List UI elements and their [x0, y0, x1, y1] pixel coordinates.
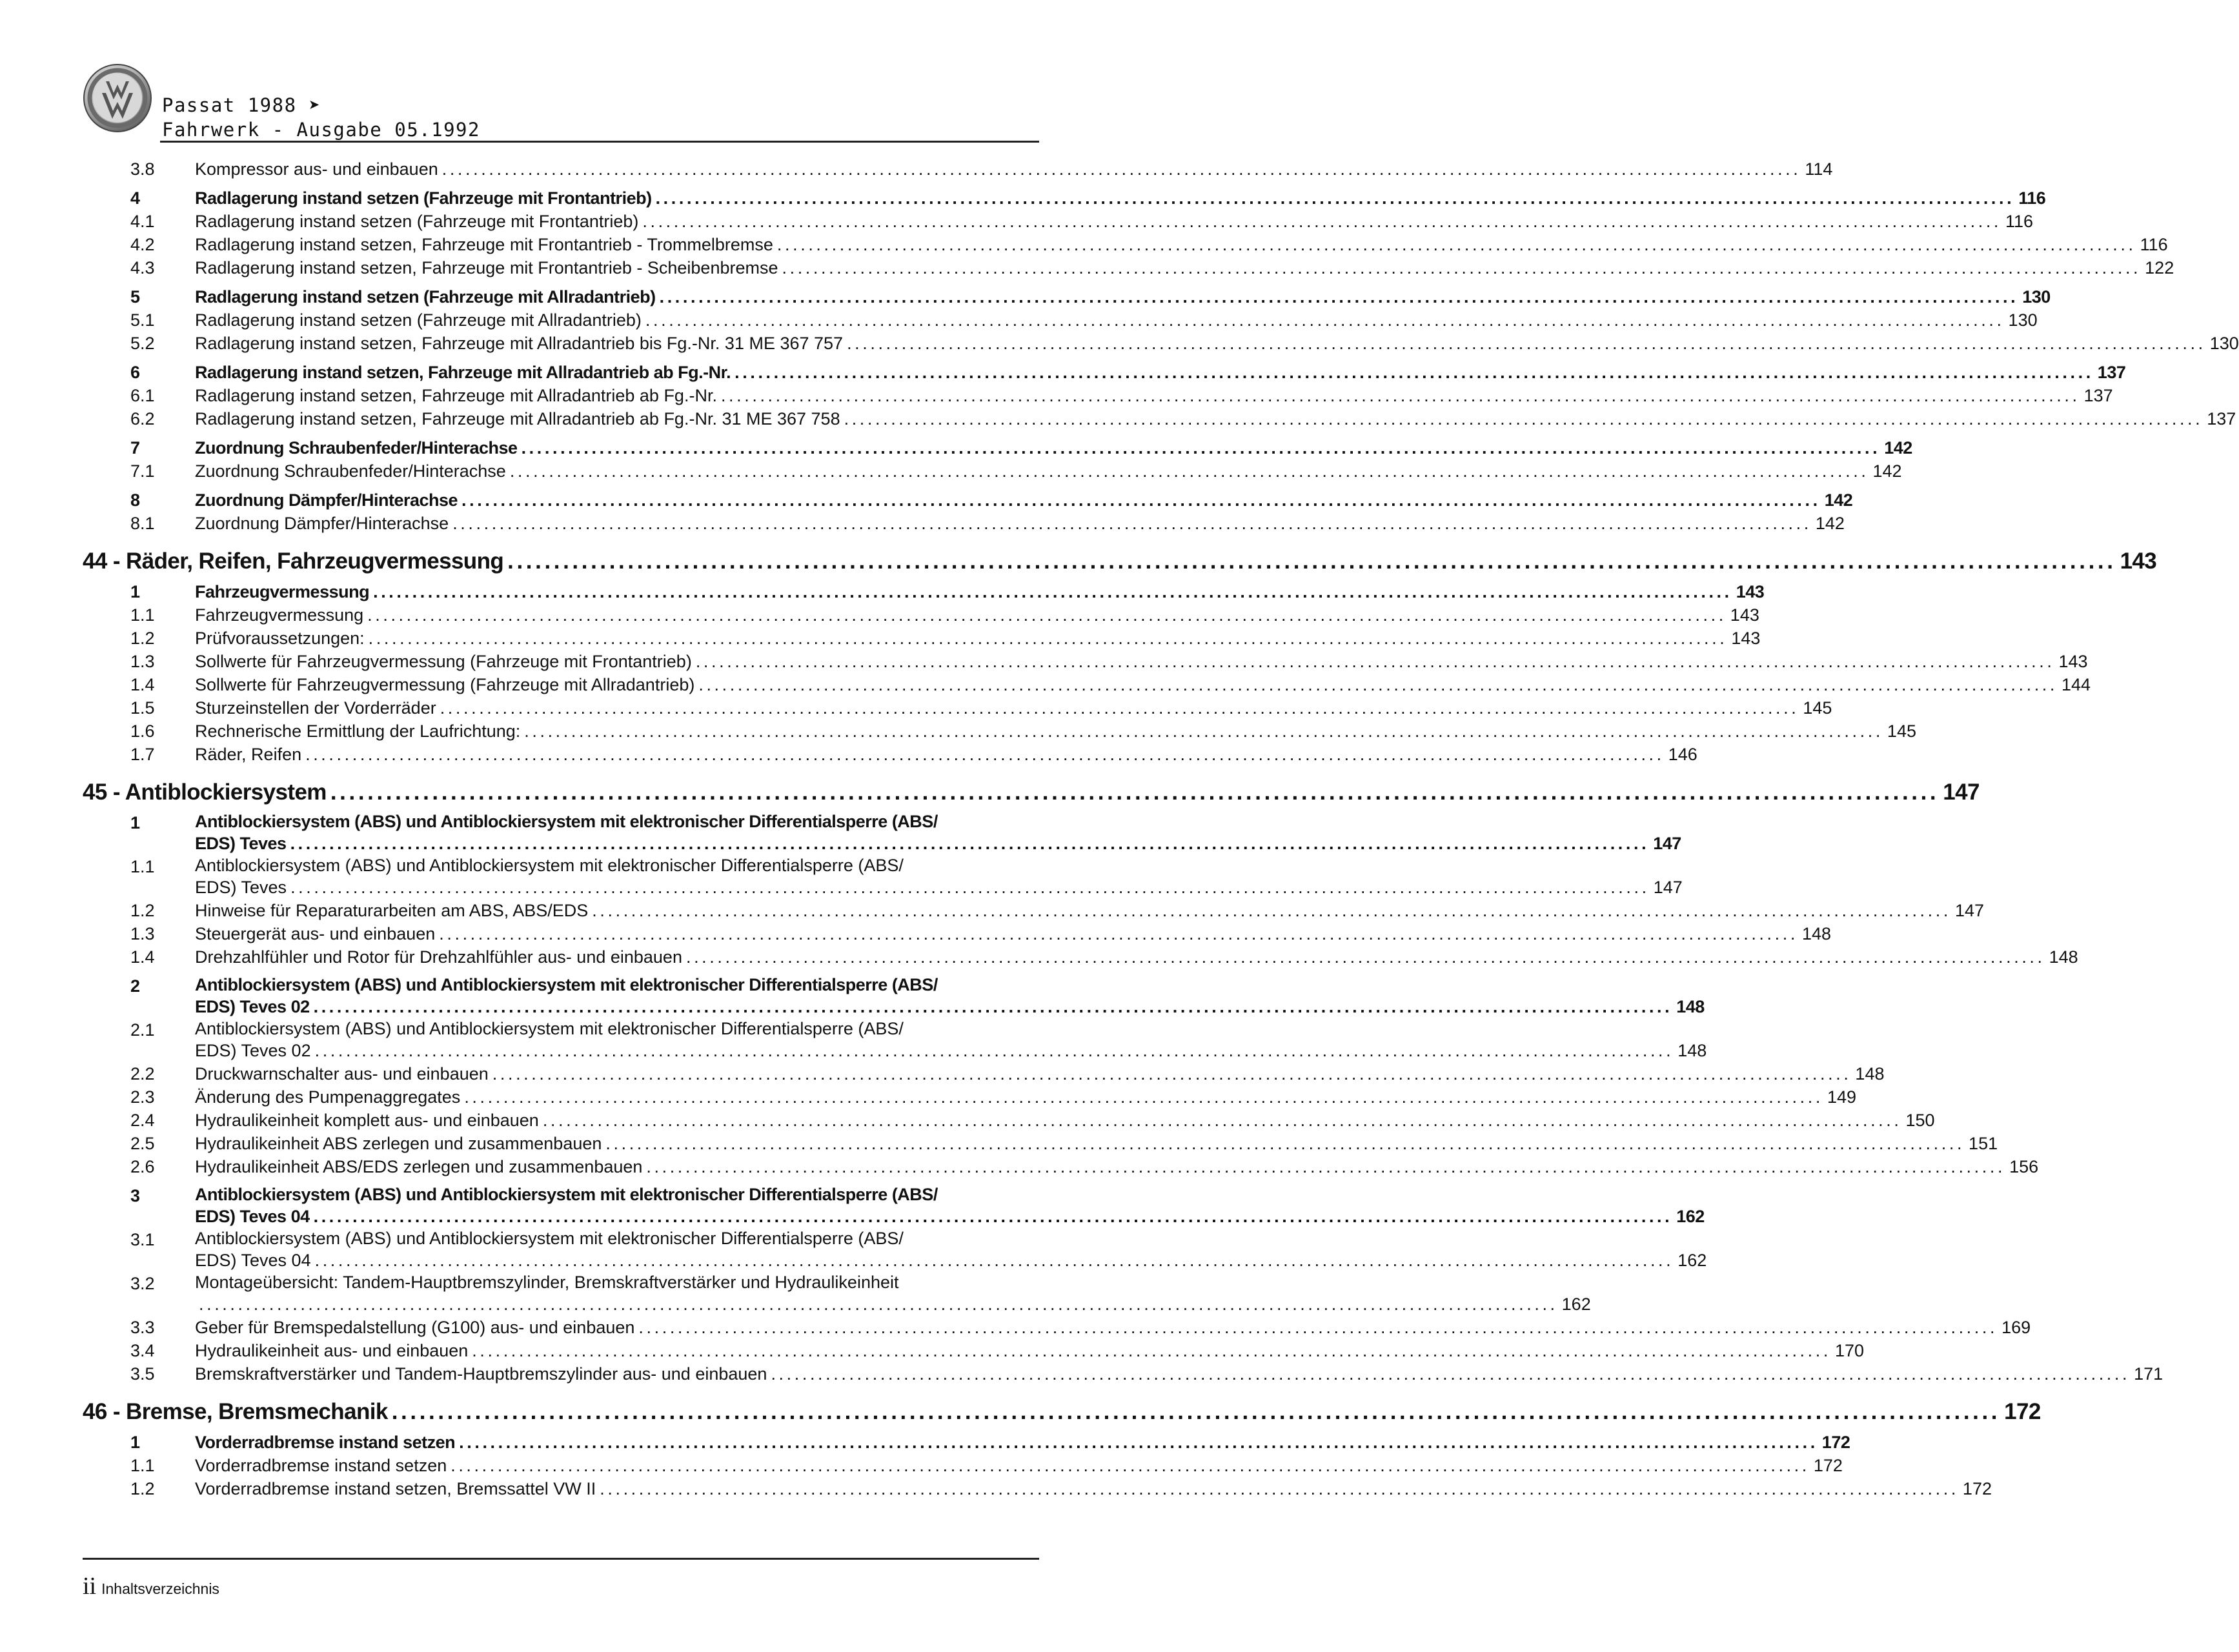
toc-sub-entry[interactable]	[83, 696, 1832, 720]
toc-number: 1.3	[130, 652, 155, 671]
toc-title: Hydraulikeinheit ABS/EDS zerlegen und zusammenbauen	[195, 1157, 643, 1176]
toc-title: Antiblockiersystem (ABS) und Antiblockiersystem mit elektronischer Differentialsperre (ABS/	[195, 1019, 904, 1038]
toc-title: Radlagerung instand setzen, Fahrzeuge mit Allradantrieb bis Fg.-Nr. 31 ME 367 757	[195, 334, 844, 353]
toc-leader-dots: ..............................................................................................................................................................................	[373, 582, 1732, 601]
toc-leader-dots: ..............................................................................................................................................................................	[199, 1294, 1558, 1314]
toc-sub-entry[interactable]	[83, 1339, 1865, 1362]
toc-page-number: 172	[1813, 1456, 1843, 1475]
toc-page-number: 172	[1962, 1479, 1992, 1498]
toc-title: Vorderradbremse instand setzen	[195, 1433, 456, 1452]
toc-number: 7	[130, 438, 140, 458]
toc-main-entry[interactable]	[83, 489, 1853, 512]
toc-leader-dots: ..............................................................................................................................................................................	[605, 1134, 1965, 1153]
toc-sub-entry[interactable]	[83, 512, 1845, 535]
toc-leader-dots: ..............................................................................................................................................................................	[290, 834, 1650, 853]
toc-title: Antiblockiersystem (ABS) und Antiblockiersystem mit elektronischer Differentialsperre (ABS/	[195, 975, 938, 994]
toc-leader-dots: ..............................................................................................................................................................................	[524, 721, 1883, 741]
toc-title: 44 - Räder, Reifen, Fahrzeugvermessung	[83, 549, 504, 574]
toc-number: 3.3	[130, 1318, 155, 1337]
toc-title: Radlagerung instand setzen, Fahrzeuge mit Frontantrieb - Scheibenbremse	[195, 258, 778, 277]
footer-page-number: ii	[83, 1573, 97, 1600]
toc-title: Radlagerung instand setzen, Fahrzeuge mit Frontantrieb - Trommelbremse	[195, 235, 773, 254]
toc-number: 1.1	[130, 605, 155, 625]
toc-sub-entry[interactable]	[83, 233, 2168, 256]
toc-number: 2.5	[130, 1134, 155, 1153]
toc-leader-dots: ..............................................................................................................................................................................	[459, 1433, 1818, 1452]
toc-leader-dots: ..............................................................................................................................................................................	[638, 1318, 1998, 1337]
toc-page-number: 162	[1561, 1294, 1591, 1314]
toc-page-number: 143	[1731, 629, 1761, 648]
toc-title: Hydraulikeinheit komplett aus- und einbauen	[195, 1111, 539, 1130]
toc-page-number: 147	[1943, 780, 1980, 805]
toc-leader-dots: ..............................................................................................................................................................................	[507, 549, 2116, 574]
toc-title: Vorderradbremse instand setzen, Bremssattel VW II	[195, 1479, 596, 1498]
toc-page-number: 143	[1736, 582, 1765, 601]
toc-title: Antiblockiersystem (ABS) und Antiblockiersystem mit elektronischer Differentialsperre (ABS/	[195, 856, 904, 875]
toc-page-number: 147	[1954, 901, 1985, 920]
toc-page-number: 148	[1677, 1041, 1707, 1060]
toc-page-number: 130	[2022, 287, 2051, 307]
toc-number: 6.2	[130, 409, 155, 428]
toc-leader-dots: ..............................................................................................................................................................................	[391, 1399, 2001, 1424]
toc-leader-dots: ..............................................................................................................................................................................	[542, 1111, 1902, 1130]
toc-main-entry[interactable]	[83, 580, 1765, 603]
toc-leader-dots: ..............................................................................................................................................................................	[451, 1456, 1810, 1475]
toc-leader-dots: ..............................................................................................................................................................................	[645, 310, 2005, 330]
toc-sub-entry[interactable]	[83, 720, 1916, 743]
toc-sub-entry[interactable]	[83, 945, 2078, 969]
toc-sub-entry[interactable]	[83, 308, 2038, 332]
toc-number: 2.6	[130, 1157, 155, 1176]
toc-sub-entry[interactable]	[83, 1109, 1935, 1132]
toc-title: Hydraulikeinheit ABS zerlegen und zusammenbauen	[195, 1134, 602, 1153]
toc-number: 1.3	[130, 924, 155, 943]
toc-leader-dots: ..............................................................................................................................................................................	[368, 629, 1728, 648]
toc-number: 1.2	[130, 629, 155, 648]
toc-title: Fahrzeugvermessung	[195, 605, 364, 625]
toc-title: Radlagerung instand setzen, Fahrzeuge mit Allradantrieb ab Fg.-Nr. 31 ME 367 758	[195, 409, 840, 428]
toc-leader-dots: ..............................................................................................................................................................................	[844, 409, 2204, 428]
toc-page-number: 116	[2018, 188, 2046, 208]
toc-sub-entry[interactable]	[83, 407, 2236, 430]
toc-title: EDS) Teves 02	[195, 997, 310, 1016]
toc-title: EDS) Teves	[195, 834, 287, 853]
toc-title: Druckwarnschalter aus- und einbauen	[195, 1064, 489, 1083]
toc-title: Antiblockiersystem (ABS) und Antiblockiersystem mit elektronischer Differentialsperre (ABS/	[195, 1185, 938, 1204]
toc-sub-entry[interactable]	[83, 743, 1697, 766]
header-rule	[160, 141, 1039, 143]
toc-leader-dots: ..............................................................................................................................................................................	[330, 780, 1940, 805]
toc-title: Prüfvoraussetzungen:	[195, 629, 365, 648]
toc-number: 5	[130, 287, 140, 307]
toc-page-number: 147	[1653, 834, 1681, 853]
toc-number: 1.2	[130, 1479, 155, 1498]
toc-page-number: 144	[2062, 675, 2091, 694]
toc-sub-entry[interactable]	[83, 650, 2088, 673]
toc-page-number: 142	[1815, 514, 1845, 533]
toc-page-number: 137	[2083, 386, 2113, 405]
header-title: Passat 1988 ➤	[162, 94, 321, 116]
toc-leader-dots: ..............................................................................................................................................................................	[720, 386, 2080, 405]
toc-title: Antiblockiersystem (ABS) und Antiblockiersystem mit elektronischer Differentialsperre (ABS/	[195, 812, 938, 831]
toc-page-number: 130	[2008, 310, 2038, 330]
toc-leader-dots: ..............................................................................................................................................................................	[290, 878, 1650, 897]
toc-page-number: 171	[2134, 1364, 2163, 1384]
toc-title: EDS) Teves 02	[195, 1041, 311, 1060]
toc-sub-entry[interactable]	[83, 1155, 2039, 1178]
toc-title: Zuordnung Dämpfer/Hinterachse	[195, 514, 449, 533]
toc-number: 1.2	[130, 901, 155, 920]
toc-page-number: 145	[1887, 721, 1916, 741]
toc-number: 1	[130, 582, 140, 601]
toc-page-number: 172	[2004, 1399, 2041, 1424]
toc-sub-entry[interactable]	[83, 1272, 1591, 1316]
toc-sub-entry[interactable]	[83, 1454, 1843, 1477]
vw-logo-icon	[83, 63, 152, 133]
toc-leader-dots: ..............................................................................................................................................................................	[314, 1041, 1674, 1060]
toc-sub-entry[interactable]	[83, 1062, 1885, 1085]
toc-number: 1.4	[130, 947, 155, 967]
toc-page-number: 172	[1821, 1433, 1850, 1452]
toc-page-number: 148	[1855, 1064, 1885, 1083]
toc-page-number: 142	[1824, 490, 1853, 510]
toc-title: Antiblockiersystem (ABS) und Antiblockiersystem mit elektronischer Differentialsperre (ABS/	[195, 1229, 904, 1248]
toc-leader-dots: ..............................................................................................................................................................................	[472, 1341, 1831, 1360]
toc-title: Sturzeinstellen der Vorderräder	[195, 698, 436, 718]
toc-number: 1.7	[130, 745, 155, 764]
toc-number: 5.1	[130, 310, 155, 330]
toc-page-number: 162	[1677, 1251, 1707, 1270]
toc-number: 3.5	[130, 1364, 155, 1384]
toc-number: 6	[130, 363, 140, 382]
toc-title: Bremskraftverstärker und Tandem-Hauptbremszylinder aus- und einbauen	[195, 1364, 767, 1384]
toc-sub-entry[interactable]	[83, 603, 1759, 627]
toc-sub-entry[interactable]	[83, 384, 2113, 407]
toc-number: 3.4	[130, 1341, 155, 1360]
toc-number: 4.2	[130, 235, 155, 254]
toc-sub-entry[interactable]	[83, 210, 2034, 233]
toc-leader-dots: ..............................................................................................................................................................................	[461, 490, 1821, 510]
toc-leader-dots: ..............................................................................................................................................................................	[440, 698, 1799, 718]
toc-number: 4	[130, 188, 140, 208]
toc-sub-entry[interactable]	[83, 1018, 1707, 1062]
toc-leader-dots: ..............................................................................................................................................................................	[521, 438, 1881, 458]
toc-number: 3.8	[130, 159, 155, 179]
toc-title: Drehzahlfühler und Rotor für Drehzahlfühler aus- und einbauen	[195, 947, 682, 967]
toc-title: Rechnerische Ermittlung der Laufrichtung:	[195, 721, 521, 741]
toc-leader-dots: ..............................................................................................................................................................................	[305, 745, 1665, 764]
toc-number: 2.3	[130, 1087, 155, 1107]
footer-section-title: Inhaltsverzeichnis	[101, 1580, 219, 1597]
toc-title: Radlagerung instand setzen (Fahrzeuge mit Frontantrieb)	[195, 188, 652, 208]
toc-title: Montageübersicht: Tandem-Hauptbremszylinder, Bremskraftverstärker und Hydraulikeinheit	[195, 1273, 899, 1292]
toc-chapter[interactable]	[83, 547, 2157, 576]
toc-number: 1.1	[130, 857, 155, 876]
toc-number: 5.2	[130, 334, 155, 353]
toc-page-number: 170	[1834, 1341, 1865, 1360]
toc-page-number: 156	[2009, 1157, 2039, 1176]
toc-title: Radlagerung instand setzen (Fahrzeuge mit Allradantrieb)	[195, 287, 656, 307]
toc-sub-entry[interactable]	[83, 1132, 1998, 1155]
toc-title: EDS) Teves 04	[195, 1207, 310, 1226]
toc-chapter[interactable]	[83, 1397, 2041, 1427]
toc-page-number: 148	[2049, 947, 2078, 967]
toc-leader-dots: ..............................................................................................................................................................................	[439, 924, 1798, 943]
toc-sub-entry[interactable]	[83, 256, 2174, 279]
toc-leader-dots: ..............................................................................................................................................................................	[642, 212, 2002, 231]
toc-title: Radlagerung instand setzen, Fahrzeuge mit Allradantrieb ab Fg.-Nr.	[195, 386, 717, 405]
toc-title: Zuordnung Schraubenfeder/Hinterachse	[195, 461, 506, 481]
toc-title: 46 - Bremse, Bremsmechanik	[83, 1399, 388, 1424]
toc-title: Hydraulikeinheit aus- und einbauen	[195, 1341, 469, 1360]
toc-sub-entry[interactable]	[83, 627, 1761, 650]
toc-leader-dots: ..............................................................................................................................................................................	[452, 514, 1812, 533]
toc-title: EDS) Teves	[195, 878, 287, 897]
toc-sub-entry[interactable]	[83, 1477, 1992, 1500]
toc-title: Hinweise für Reparaturarbeiten am ABS, ABS/EDS	[195, 901, 589, 920]
toc-page-number: 122	[2145, 258, 2174, 277]
toc-title: Sollwerte für Fahrzeugvermessung (Fahrzeuge mit Frontantrieb)	[195, 652, 692, 671]
toc-main-entry[interactable]	[83, 1431, 1850, 1454]
toc-page-number: 143	[2058, 652, 2088, 671]
toc-leader-dots: ..............................................................................................................................................................................	[695, 652, 2055, 671]
toc-leader-dots: ..............................................................................................................................................................................	[441, 159, 1801, 179]
toc-title: Vorderradbremse instand setzen	[195, 1456, 447, 1475]
toc-leader-dots: ..............................................................................................................................................................................	[735, 363, 2094, 382]
toc-number: 1	[130, 1433, 140, 1452]
toc-title: Steuergerät aus- und einbauen	[195, 924, 436, 943]
toc-chapter[interactable]	[83, 778, 1980, 807]
toc-sub-entry[interactable]	[83, 332, 2239, 355]
toc-title: Zuordnung Dämpfer/Hinterachse	[195, 490, 458, 510]
toc-leader-dots: ..............................................................................................................................................................................	[600, 1479, 1959, 1498]
toc-number: 2.4	[130, 1111, 155, 1130]
page-header	[83, 63, 1039, 143]
toc-number: 3.1	[130, 1230, 155, 1249]
toc-number: 8	[130, 490, 140, 510]
toc-main-entry[interactable]	[83, 811, 1681, 855]
toc-title: Sollwerte für Fahrzeugvermessung (Fahrzeuge mit Allradantrieb)	[195, 675, 695, 694]
toc-sub-entry[interactable]	[83, 1362, 2163, 1385]
toc-number: 1.1	[130, 1456, 155, 1475]
toc-page-number: 142	[1884, 438, 1912, 458]
toc-title: Radlagerung instand setzen, Fahrzeuge mit Allradantrieb ab Fg.-Nr.	[195, 363, 731, 382]
toc-page-number: 116	[2005, 212, 2034, 231]
toc-number: 2.1	[130, 1020, 155, 1040]
toc-leader-dots: ..............................................................................................................................................................................	[314, 1251, 1674, 1270]
toc-title: EDS) Teves 04	[195, 1251, 311, 1270]
toc-leader-dots: ..............................................................................................................................................................................	[685, 947, 2045, 967]
toc-main-entry[interactable]	[83, 436, 1912, 459]
toc-title: Fahrzeugvermessung	[195, 582, 370, 601]
toc-number: 7.1	[130, 461, 155, 481]
toc-main-entry[interactable]	[83, 285, 2051, 308]
toc-page-number: 137	[2097, 363, 2126, 382]
toc-page-number: 143	[1730, 605, 1759, 625]
toc-page-number: 162	[1676, 1207, 1705, 1226]
toc-leader-dots: ..............................................................................................................................................................................	[771, 1364, 2131, 1384]
toc-page-number: 169	[2001, 1318, 2031, 1337]
toc-title: Zuordnung Schraubenfeder/Hinterachse	[195, 438, 518, 458]
toc-sub-entry[interactable]	[83, 1316, 2031, 1339]
toc-page-number: 116	[2140, 235, 2168, 254]
toc-sub-entry[interactable]	[83, 1228, 1707, 1272]
toc-leader-dots: ..............................................................................................................................................................................	[313, 997, 1673, 1016]
toc-page-number: 142	[1872, 461, 1902, 481]
toc-sub-entry[interactable]	[83, 899, 1985, 922]
toc-title: Radlagerung instand setzen (Fahrzeuge mit Allradantrieb)	[195, 310, 642, 330]
toc-title: 45 - Antiblockiersystem	[83, 780, 327, 805]
footer-rule	[83, 1558, 1039, 1560]
toc-number: 3	[130, 1186, 140, 1205]
toc-page-number: 114	[1805, 159, 1833, 179]
toc-page-number: 149	[1827, 1087, 1857, 1107]
toc-number: 1.6	[130, 721, 155, 741]
toc-page-number: 145	[1803, 698, 1832, 718]
toc-page-number: 150	[1905, 1111, 1935, 1130]
toc-main-entry[interactable]	[83, 186, 2046, 210]
toc-leader-dots: ..............................................................................................................................................................................	[782, 258, 2142, 277]
toc-page-number: 147	[1653, 878, 1683, 897]
toc-number: 1.4	[130, 675, 155, 694]
toc-leader-dots: ..............................................................................................................................................................................	[776, 235, 2136, 254]
toc-number: 1	[130, 813, 140, 832]
toc-main-entry[interactable]	[83, 974, 1705, 1018]
toc-number: 2	[130, 976, 140, 996]
toc-title: Radlagerung instand setzen (Fahrzeuge mit Frontantrieb)	[195, 212, 639, 231]
toc-sub-entry[interactable]	[83, 459, 1902, 483]
toc-number: 8.1	[130, 514, 155, 533]
toc-title: Räder, Reifen	[195, 745, 302, 764]
toc-page-number: 137	[2207, 409, 2236, 428]
toc-leader-dots: ..............................................................................................................................................................................	[655, 188, 2015, 208]
toc-leader-dots: ..............................................................................................................................................................................	[492, 1064, 1852, 1083]
toc-page-number: 130	[2209, 334, 2239, 353]
toc-page-number: 151	[1969, 1134, 1998, 1153]
toc-sub-entry[interactable]	[83, 1085, 1857, 1109]
toc-leader-dots: ..............................................................................................................................................................................	[698, 675, 2058, 694]
toc-number: 2.2	[130, 1064, 155, 1083]
toc-main-entry[interactable]	[83, 361, 2126, 384]
toc-number: 4.1	[130, 212, 155, 231]
toc-leader-dots: ..............................................................................................................................................................................	[509, 461, 1869, 481]
toc-number: 3.2	[130, 1274, 155, 1293]
toc-title: Geber für Bremspedalstellung (G100) aus- und einbauen	[195, 1318, 635, 1337]
page-footer	[83, 1572, 219, 1600]
toc-leader-dots: ..............................................................................................................................................................................	[847, 334, 2206, 353]
toc-leader-dots: ..............................................................................................................................................................................	[659, 287, 2019, 307]
toc-number: 4.3	[130, 258, 155, 277]
toc-sub-entry[interactable]	[83, 922, 1831, 945]
toc-page-number: 143	[2120, 549, 2157, 574]
toc-title: Kompressor aus- und einbauen	[195, 159, 438, 179]
toc-leader-dots: ..............................................................................................................................................................................	[592, 901, 1951, 920]
toc-leader-dots: ..............................................................................................................................................................................	[367, 605, 1727, 625]
toc-page-number: 148	[1801, 924, 1831, 943]
toc-main-entry[interactable]	[83, 1184, 1705, 1228]
toc-sub-entry[interactable]	[83, 673, 2091, 696]
toc-leader-dots: ..............................................................................................................................................................................	[313, 1207, 1673, 1226]
table-of-contents	[83, 157, 2239, 1500]
toc-page-number: 146	[1668, 745, 1697, 764]
toc-sub-entry[interactable]	[83, 855, 1683, 899]
toc-number: 1.5	[130, 698, 155, 718]
toc-leader-dots: ..............................................................................................................................................................................	[464, 1087, 1823, 1107]
toc-leader-dots: ..............................................................................................................................................................................	[646, 1157, 2006, 1176]
header-subtitle: Fahrwerk - Ausgabe 05.1992	[162, 119, 480, 141]
toc-page-number: 148	[1676, 997, 1705, 1016]
toc-number: 6.1	[130, 386, 155, 405]
toc-sub-entry[interactable]	[83, 157, 1833, 181]
toc-title: Änderung des Pumpenaggregates	[195, 1087, 461, 1107]
